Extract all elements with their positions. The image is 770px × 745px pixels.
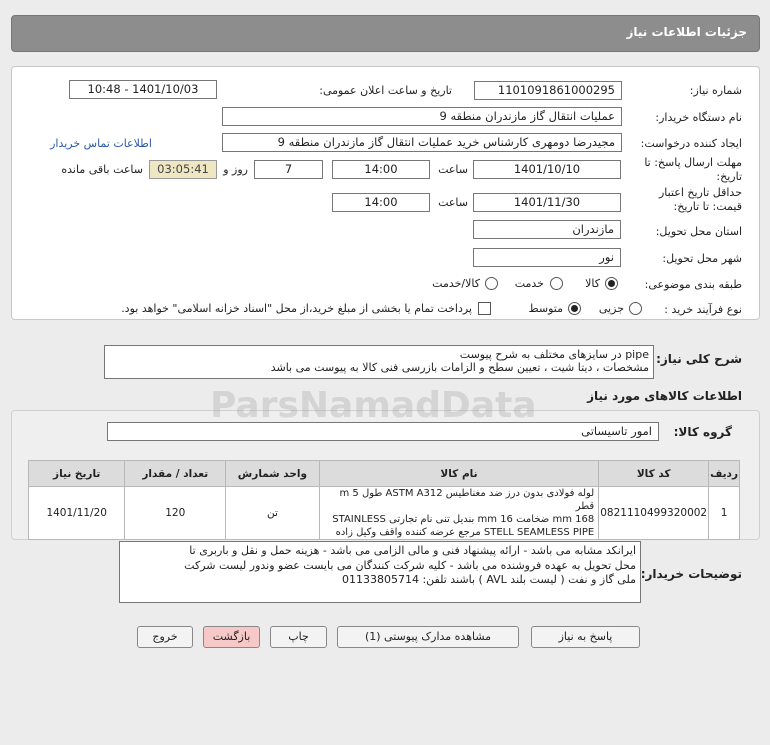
process-minor-label: جزیی bbox=[598, 302, 624, 315]
validity-time-field[interactable]: 14:00 bbox=[332, 193, 430, 212]
remaining-time-field: 03:05:41 bbox=[149, 160, 217, 179]
cell-code: 0821110499320002 bbox=[599, 487, 709, 540]
buyer-notes-line-2: محل تحویل به عهده فروشنده می باشد - کلیه شرکت کنندگان می بایست عضو وندور لیست شرکت bbox=[184, 558, 636, 572]
validity-time-label: ساعت bbox=[438, 196, 468, 209]
cell-name-line-1: لوله فولادی بدون درز ضد مغناطیس ASTM A312 طول m 5 قطر bbox=[339, 488, 595, 512]
cell-name-line-2: 168 mm ضخامت mm 16 بندیل تنی نام تجارتی STAINLESS bbox=[332, 514, 595, 525]
category-service-label: خدمت bbox=[514, 277, 544, 290]
goods-table bbox=[28, 460, 740, 540]
page-title: جزئیات اطلاعات نیاز bbox=[626, 25, 747, 39]
back-button[interactable]: بازگشت bbox=[203, 626, 260, 648]
need-number-label: شماره نیاز: bbox=[689, 84, 742, 97]
category-goods-label: کالا bbox=[585, 277, 600, 290]
buyer-contact-link[interactable]: اطلاعات تماس خریدار bbox=[50, 137, 152, 150]
category-goods-service-label: کالا/خدمت bbox=[432, 277, 480, 290]
category-service-radio[interactable] bbox=[550, 277, 563, 290]
category-goods-radio[interactable] bbox=[605, 277, 618, 290]
treasury-payment-note: پرداخت تمام یا بخشی از مبلغ خرید،از محل "اسناد خزانه اسلامی" خواهد بود. bbox=[121, 302, 472, 315]
buyer-notes-line-1: ایرانکد مشابه می باشد - ارائه پیشنهاد فنی و مالی الزامی می باشد - هزینه حمل و نقل و باربری تا bbox=[189, 544, 636, 557]
buyer-org-field[interactable]: عملیات انتقال گاز مازندران منطقه 9 bbox=[222, 107, 622, 126]
requester-label: ایجاد کننده درخواست: bbox=[640, 137, 742, 150]
table-row[interactable] bbox=[29, 487, 740, 540]
category-label: طبقه بندی موضوعی: bbox=[644, 278, 742, 291]
goods-section-title: اطلاعات کالاهای مورد نیاز bbox=[587, 389, 742, 403]
col-code: کد کالا bbox=[599, 461, 709, 487]
exit-button[interactable]: خروج bbox=[137, 626, 193, 648]
buyer-org-label: نام دستگاه خریدار: bbox=[655, 111, 742, 124]
summary-textbox[interactable] bbox=[104, 345, 654, 379]
col-qty: تعداد / مقدار bbox=[125, 461, 226, 487]
requester-field[interactable]: مجیدرضا دومهری کارشناس خرید عملیات انتقال گاز مازندران منطقه 9 bbox=[222, 133, 622, 152]
announce-date-field[interactable]: 1401/10/03 - 10:48 bbox=[69, 80, 217, 99]
reply-time-field[interactable]: 14:00 bbox=[332, 160, 430, 179]
price-validity-label-2: قیمت: تا تاریخ: bbox=[673, 200, 742, 213]
treasury-payment-checkbox[interactable] bbox=[478, 302, 491, 315]
cell-name-line-3: STELL SEAMLESS PIPE مرجع عرضه کننده واقف وکیل زاده bbox=[335, 527, 595, 538]
col-row: ردیف bbox=[709, 461, 740, 487]
validity-date-field[interactable]: 1401/11/30 bbox=[473, 193, 621, 212]
buyer-notes-label: توضیحات خریدار: bbox=[640, 567, 742, 581]
buyer-notes-textbox[interactable] bbox=[119, 541, 641, 603]
process-medium-radio[interactable] bbox=[568, 302, 581, 315]
reply-button[interactable]: پاسخ به نیاز bbox=[531, 626, 640, 648]
province-label: استان محل تحویل: bbox=[655, 225, 742, 238]
buyer-notes-line-3: ملی گاز و نفت ( لیست بلند AVL ) باشند تلفن: 01133805714 bbox=[341, 573, 636, 586]
announce-date-label: تاریخ و ساعت اعلان عمومی: bbox=[319, 84, 452, 97]
watermark-logo: ParsNamadData bbox=[210, 385, 537, 426]
city-label: شهر محل تحویل: bbox=[662, 252, 742, 265]
process-minor-radio[interactable] bbox=[629, 302, 642, 315]
summary-line-2: مشخصات ، دیتا شیت ، تعیین سطح و الزامات بازرسی فنی کالا به پیوست می باشد bbox=[270, 361, 649, 374]
col-name: نام کالا bbox=[319, 461, 598, 487]
cell-unit: تن bbox=[226, 487, 320, 540]
reply-time-label: ساعت bbox=[438, 163, 468, 176]
cell-qty: 120 bbox=[125, 487, 226, 540]
process-medium-label: متوسط bbox=[528, 302, 563, 315]
col-date: تاریخ نیاز bbox=[29, 461, 125, 487]
days-label: روز و bbox=[223, 163, 248, 176]
summary-line-1: pipe در سایزهای مختلف به شرح پیوست bbox=[459, 348, 649, 361]
cell-row: 1 bbox=[709, 487, 740, 540]
reply-deadline-label: مهلت ارسال پاسخ: تا bbox=[644, 156, 742, 169]
print-button[interactable]: چاپ bbox=[270, 626, 327, 648]
view-attachments-button[interactable]: مشاهده مدارک پیوستی (1) bbox=[337, 626, 519, 648]
days-field[interactable]: 7 bbox=[254, 160, 323, 179]
reply-deadline-label-2: تاریخ: bbox=[716, 170, 742, 183]
category-goods-service-radio[interactable] bbox=[485, 277, 498, 290]
cell-date: 1401/11/20 bbox=[29, 487, 125, 540]
price-validity-label: حداقل تاریخ اعتبار bbox=[658, 186, 742, 199]
goods-table-header bbox=[29, 461, 740, 487]
province-field[interactable]: مازندران bbox=[473, 220, 621, 239]
goods-group-label: گروه کالا: bbox=[673, 425, 732, 439]
city-field[interactable]: نور bbox=[473, 248, 621, 267]
col-unit: واحد شمارش bbox=[226, 461, 320, 487]
need-number-field[interactable]: 1101091861000295 bbox=[474, 81, 622, 100]
cell-name bbox=[319, 487, 598, 540]
reply-date-field[interactable]: 1401/10/10 bbox=[473, 160, 621, 179]
goods-group-field[interactable]: امور تاسیساتی bbox=[107, 422, 659, 441]
remaining-time-label: ساعت باقی مانده bbox=[61, 163, 143, 176]
page-header bbox=[11, 15, 760, 52]
summary-label: شرح کلی نیاز: bbox=[656, 352, 742, 366]
process-type-label: نوع فرآیند خرید : bbox=[664, 303, 742, 316]
